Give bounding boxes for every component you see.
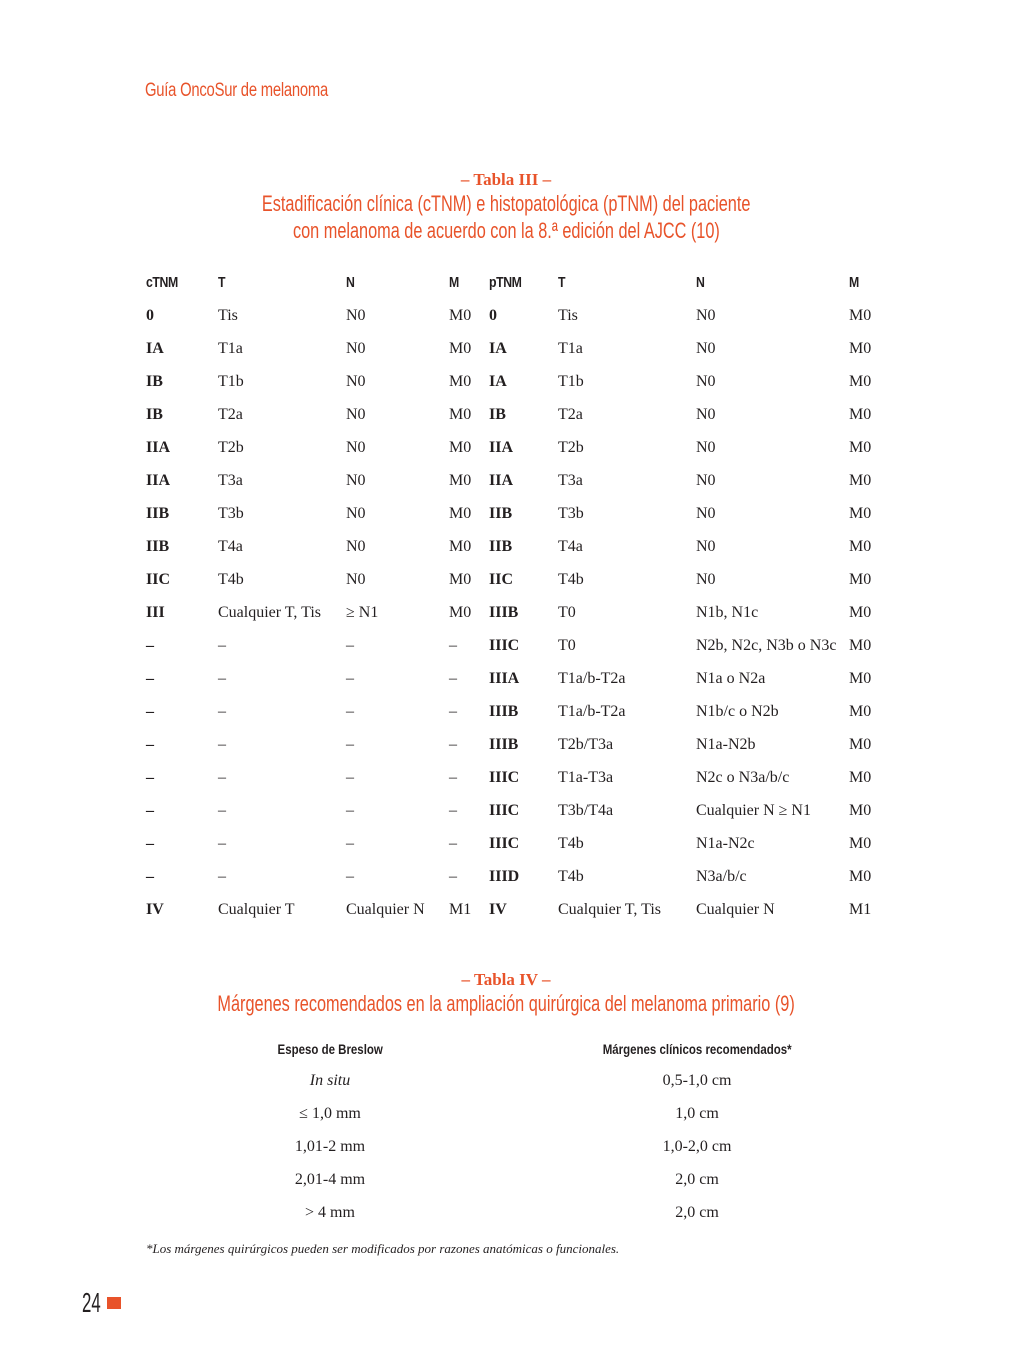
table-cell: T1a-T3a — [558, 769, 614, 786]
table-cell: T0 — [558, 637, 576, 654]
table-cell: – — [218, 670, 226, 687]
table-cell: – — [449, 736, 457, 753]
table-cell: – — [146, 670, 154, 687]
table-row — [146, 728, 880, 761]
table-cell: T4a — [218, 538, 243, 555]
table-row — [146, 1196, 880, 1229]
table-cell: Cualquier N — [696, 901, 775, 918]
table-cell: N0 — [346, 472, 366, 489]
table-cell: Cualquier T, Tis — [558, 901, 661, 918]
table-cell: – — [146, 769, 154, 786]
table-row — [146, 1130, 880, 1163]
table-row — [146, 563, 880, 596]
table-cell: T1a — [218, 340, 243, 357]
table-cell: N3a/b/c — [696, 868, 747, 885]
table-cell: M0 — [849, 505, 872, 522]
table3-title-line2: con melanoma de acuerdo con la 8.ª edición del AJCC (10) — [292, 218, 720, 243]
table-cell: N0 — [696, 505, 716, 522]
table-row — [146, 695, 880, 728]
table-cell: M0 — [449, 439, 472, 456]
table-cell: – — [146, 868, 154, 885]
table-cell: – — [449, 802, 457, 819]
table-cell: IIB — [489, 538, 513, 555]
table-cell: M0 — [849, 340, 872, 357]
page-marker-square — [107, 1297, 121, 1309]
table-cell: M0 — [849, 571, 872, 588]
table-cell: T2b — [218, 439, 244, 456]
table-cell: T1a/b-T2a — [558, 670, 626, 687]
table-cell: T3a — [558, 472, 583, 489]
column-header: N — [696, 273, 705, 291]
table-cell: T4b — [558, 835, 584, 852]
table-cell: N0 — [346, 538, 366, 555]
table-row — [146, 431, 880, 464]
table-cell: N0 — [696, 340, 716, 357]
table-row — [146, 596, 880, 629]
table-cell: N0 — [346, 373, 366, 390]
table-cell: N0 — [346, 406, 366, 423]
table-cell: M0 — [849, 637, 872, 654]
table-cell: M0 — [849, 406, 872, 423]
table-cell: 2,01-4 mm — [294, 1170, 366, 1188]
table-cell: IIC — [146, 571, 171, 588]
table-cell: 1,01-2 mm — [294, 1137, 366, 1155]
table-cell: M0 — [849, 373, 872, 390]
table-cell: 2,0 cm — [675, 1203, 719, 1221]
table-cell: > 4 mm — [305, 1203, 355, 1221]
table-cell: – — [346, 703, 354, 720]
table-cell: N0 — [696, 406, 716, 423]
table-cell: T4b — [218, 571, 244, 588]
table-cell: T0 — [558, 604, 576, 621]
table-cell: III — [146, 604, 165, 621]
table-cell: IA — [146, 340, 164, 357]
table4-caption — [0, 970, 1012, 1017]
table-cell: Cualquier N — [346, 901, 425, 918]
table-cell: IB — [489, 406, 506, 423]
table-cell: – — [146, 736, 154, 753]
table-cell: – — [146, 703, 154, 720]
table-cell: – — [146, 835, 154, 852]
table-cell: N0 — [346, 340, 366, 357]
table-cell: – — [449, 637, 457, 654]
table-cell: Tis — [558, 307, 578, 324]
table-row — [146, 464, 880, 497]
table-cell: – — [218, 637, 226, 654]
table-row — [146, 497, 880, 530]
table-cell: IIIB — [489, 604, 519, 621]
table-cell: ≤ 1,0 mm — [299, 1104, 361, 1122]
table-cell: IIIC — [489, 802, 520, 819]
table-cell: IIIC — [489, 637, 520, 654]
table-row — [146, 299, 880, 332]
table-cell: N0 — [696, 307, 716, 324]
page-number: 24 — [82, 1287, 101, 1318]
table-cell: N0 — [696, 439, 716, 456]
table-cell: 0,5-1,0 cm — [662, 1071, 732, 1089]
table-cell: IIC — [489, 571, 514, 588]
table-cell: In situ — [309, 1071, 351, 1089]
table-cell: N0 — [696, 571, 716, 588]
table-cell: 0 — [489, 307, 497, 324]
table-row — [146, 1064, 880, 1097]
table-cell: ≥ N1 — [346, 604, 379, 621]
table-cell: M0 — [849, 439, 872, 456]
table-cell: Cualquier N ≥ N1 — [696, 802, 811, 819]
table-cell: N0 — [696, 472, 716, 489]
footnote: *Los márgenes quirúrgicos pueden ser modificados por razones anatómicas o funcionales. — [146, 1241, 620, 1256]
table4-title: Márgenes recomendados en la ampliación quirúrgica del melanoma primario (9) — [217, 991, 795, 1016]
table-cell: N1a-N2b — [696, 736, 756, 753]
table-row — [146, 398, 880, 431]
table-cell: N0 — [696, 373, 716, 390]
table-cell: – — [146, 637, 154, 654]
table-cell: – — [346, 802, 354, 819]
table-cell: M0 — [449, 307, 472, 324]
table-cell: M0 — [849, 868, 872, 885]
table-cell: M0 — [449, 571, 472, 588]
table-cell: – — [346, 835, 354, 852]
table-cell: IB — [146, 406, 163, 423]
table-cell: N1b, N1c — [696, 604, 759, 621]
table-cell: – — [218, 703, 226, 720]
table-cell: IA — [489, 340, 507, 357]
table-cell: IIA — [489, 439, 514, 456]
table-row — [146, 530, 880, 563]
table-cell: T3b — [558, 505, 584, 522]
table-cell: – — [346, 670, 354, 687]
table-header-row — [146, 265, 880, 299]
table-cell: IIIC — [489, 769, 520, 786]
table-cell: – — [449, 670, 457, 687]
table-row — [146, 761, 880, 794]
table-cell: T2a — [558, 406, 583, 423]
table-cell: IV — [146, 901, 164, 918]
column-header: Márgenes clínicos recomendados* — [602, 1041, 792, 1057]
table-cell: M0 — [449, 505, 472, 522]
staging-table — [146, 265, 880, 926]
table-cell: M0 — [849, 307, 872, 324]
table-row — [146, 827, 880, 860]
table-cell: – — [146, 802, 154, 819]
table-cell: – — [346, 637, 354, 654]
table-row — [146, 1163, 880, 1196]
table-cell: N0 — [346, 439, 366, 456]
table-cell: – — [218, 802, 226, 819]
table3-caption — [0, 170, 1012, 244]
table-cell: IIIB — [489, 703, 519, 720]
table-cell: IIB — [146, 538, 170, 555]
table-cell: M0 — [849, 670, 872, 687]
table-cell: – — [218, 835, 226, 852]
table-cell: M0 — [449, 538, 472, 555]
column-header: cTNM — [146, 273, 178, 291]
table-header-row — [146, 1034, 880, 1064]
table-row — [146, 629, 880, 662]
table-cell: M0 — [449, 604, 472, 621]
table-row — [146, 893, 880, 926]
table-cell: N0 — [346, 505, 366, 522]
table-cell: T3a — [218, 472, 243, 489]
table-cell: T1a — [558, 340, 583, 357]
table-cell: M0 — [849, 703, 872, 720]
table-cell: T4b — [558, 868, 584, 885]
table-cell: T1b — [218, 373, 244, 390]
table-cell: M0 — [449, 373, 472, 390]
running-header: Guía OncoSur de melanoma — [145, 80, 329, 101]
table-cell: IIB — [146, 505, 170, 522]
table-cell: N0 — [346, 571, 366, 588]
table-cell: M0 — [449, 472, 472, 489]
table-cell: 1,0 cm — [675, 1104, 719, 1122]
table-cell: T4b — [558, 571, 584, 588]
table-row — [146, 332, 880, 365]
table-cell: M0 — [449, 340, 472, 357]
table-cell: M0 — [449, 406, 472, 423]
table-cell: M0 — [849, 802, 872, 819]
column-header: pTNM — [489, 273, 522, 291]
table-cell: – — [218, 769, 226, 786]
column-header: T — [218, 273, 226, 291]
table-cell: – — [218, 868, 226, 885]
table-cell: – — [449, 868, 457, 885]
table-cell: M1 — [849, 901, 872, 918]
table-cell: – — [218, 736, 226, 753]
table-cell: M0 — [849, 769, 872, 786]
table-row — [146, 1097, 880, 1130]
table-cell: T1b — [558, 373, 584, 390]
table-row — [146, 794, 880, 827]
table4-number: – Tabla IV – — [461, 970, 551, 989]
table-cell: T3b — [218, 505, 244, 522]
table-cell: IIIA — [489, 670, 520, 687]
table-cell: T3b/T4a — [558, 802, 614, 819]
table-cell: T2a — [218, 406, 243, 423]
table-cell: N1a-N2c — [696, 835, 755, 852]
table-cell: N0 — [696, 538, 716, 555]
table-cell: 0 — [146, 307, 154, 324]
table-row — [146, 860, 880, 893]
table-cell: 2,0 cm — [675, 1170, 719, 1188]
table-cell: T1a/b-T2a — [558, 703, 626, 720]
column-header: M — [849, 273, 859, 291]
table-cell: IIA — [146, 472, 171, 489]
table-cell: M0 — [849, 472, 872, 489]
table-cell: IIA — [489, 472, 514, 489]
table-cell: Cualquier T, Tis — [218, 604, 321, 621]
table-cell: 1,0-2,0 cm — [662, 1137, 732, 1155]
table-cell: N2b, N2c, N3b o N3c — [696, 637, 837, 654]
table-cell: M0 — [849, 604, 872, 621]
table-cell: T2b — [558, 439, 584, 456]
margins-table — [146, 1034, 880, 1229]
table-cell: IV — [489, 901, 507, 918]
table-cell: N0 — [346, 307, 366, 324]
table-cell: – — [449, 703, 457, 720]
table-cell: IIA — [146, 439, 171, 456]
table-cell: IIB — [489, 505, 513, 522]
table3-title: Estadificación clínica (cTNM) e histopatológica (pTNM) del paciente — [261, 191, 751, 216]
table-cell: Tis — [218, 307, 238, 324]
table-cell: – — [346, 868, 354, 885]
table-cell: Cualquier T — [218, 901, 295, 918]
table-cell: T2b/T3a — [558, 736, 614, 753]
table-cell: IB — [146, 373, 163, 390]
table-row — [146, 365, 880, 398]
column-header: Espeso de Breslow — [277, 1041, 383, 1057]
table-cell: N1a o N2a — [696, 670, 766, 687]
table-cell: – — [449, 835, 457, 852]
table3-number: – Tabla III – — [460, 170, 552, 189]
column-header: M — [449, 273, 459, 291]
table-cell: N1b/c o N2b — [696, 703, 779, 720]
table-cell: IIIB — [489, 736, 519, 753]
table-cell: IA — [489, 373, 507, 390]
table-cell: N2c o N3a/b/c — [696, 769, 790, 786]
table-cell: – — [346, 769, 354, 786]
table-cell: M0 — [849, 835, 872, 852]
table-cell: T4a — [558, 538, 583, 555]
table-cell: IIIC — [489, 835, 520, 852]
column-header: T — [558, 273, 566, 291]
table-cell: M1 — [449, 901, 472, 918]
table-cell: M0 — [849, 736, 872, 753]
table-cell: – — [449, 769, 457, 786]
column-header: N — [346, 273, 355, 291]
table-row — [146, 662, 880, 695]
table-cell: M0 — [849, 538, 872, 555]
table-cell: – — [346, 736, 354, 753]
table-cell: IIID — [489, 868, 520, 885]
